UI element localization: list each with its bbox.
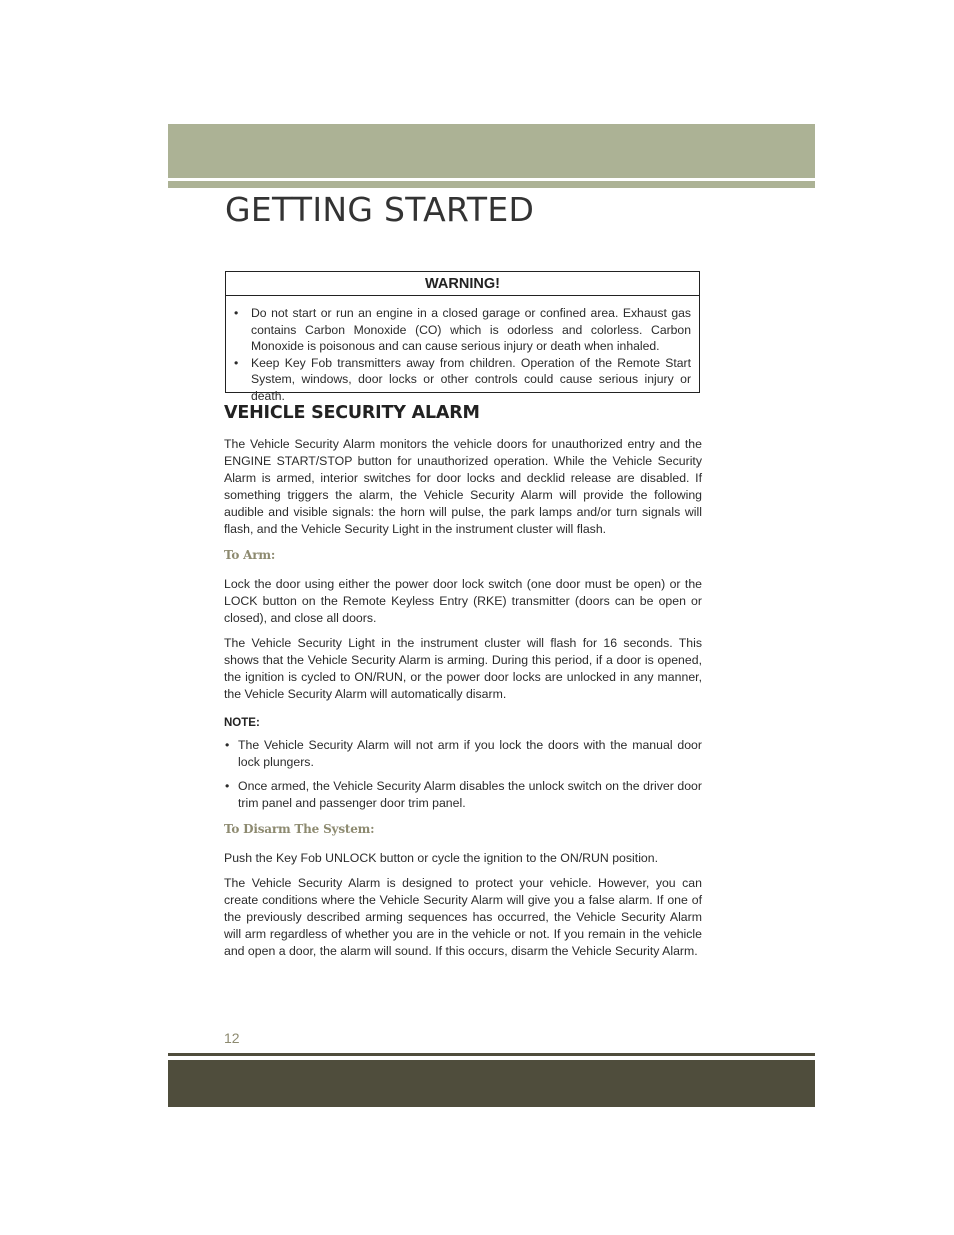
note-item-text: The Vehicle Security Alarm will not arm if you lock the doors with the manual door lock plungers. bbox=[238, 738, 702, 769]
warning-list bbox=[226, 296, 699, 404]
main-content bbox=[224, 403, 702, 968]
note-item bbox=[224, 737, 702, 771]
bullet-icon: • bbox=[234, 355, 239, 370]
note-item bbox=[224, 778, 702, 812]
arm-paragraph: The Vehicle Security Light in the instrument cluster will flash for 16 seconds. This shows that the Vehicle Security Alarm is arming. During this period, if a door is opened, the ignition is cycled to ON/RUN, or the power door locks are unlocked in any manner, the Vehicle Security Alarm will automatically disarm. bbox=[224, 636, 702, 701]
warning-item bbox=[234, 305, 691, 355]
arm-subheading: To Arm: bbox=[224, 548, 276, 562]
warning-box bbox=[225, 271, 700, 403]
page-section-title: GETTING STARTED bbox=[225, 190, 535, 229]
note-item-text: Once armed, the Vehicle Security Alarm disables the unlock switch on the driver door trim panel and passenger door trim panel. bbox=[238, 779, 702, 810]
arm-paragraph: Lock the door using either the power door lock switch (one door must be open) or the LOCK button on the Remote Keyless Entry (RKE) transmitter (doors can be open or closed), and close all doors. bbox=[224, 577, 702, 625]
header-band bbox=[168, 124, 815, 178]
disarm-subheading: To Disarm The System: bbox=[224, 822, 375, 836]
warning-item-text: Keep Key Fob transmitters away from children. Operation of the Remote Start System, windows, door locks or other controls could cause serious injury or death. bbox=[251, 355, 691, 403]
footer-band bbox=[168, 1060, 815, 1107]
bullet-icon: • bbox=[234, 306, 239, 320]
disarm-paragraph: The Vehicle Security Alarm is designed to protect your vehicle. However, you can create conditions where the Vehicle Security Alarm will give you a false alarm. If one of the previously described arming sequences has occurred, the Vehicle Security Alarm will arm regardless of whether you are in the vehicle or not. If you remain in the vehicle and open a door, the alarm will sound. If this occurs, disarm the Vehicle Security Alarm. bbox=[224, 876, 702, 958]
warning-item bbox=[234, 355, 691, 405]
warning-title: WARNING! bbox=[226, 272, 699, 296]
footer-rule bbox=[168, 1053, 815, 1056]
disarm-paragraph: Push the Key Fob UNLOCK button or cycle the ignition to the ON/RUN position. bbox=[224, 851, 659, 865]
bullet-icon: • bbox=[225, 738, 230, 752]
note-label: NOTE: bbox=[224, 717, 260, 729]
intro-paragraph: The Vehicle Security Alarm monitors the vehicle doors for unauthorized entry and the ENGINE START/STOP button for unauthorized operation. While the Vehicle Security Alarm is armed, interior switches for door locks and decklid release are disabled. If something triggers the alarm, the Vehicle Security Alarm will provide the following audible and visible signals: the horn will pulse, the park lamps and/or turn signals will flash, and the Vehicle Security Light in the instrument cluster will flash. bbox=[224, 437, 702, 536]
header-rule bbox=[168, 181, 815, 188]
bullet-icon: • bbox=[225, 779, 230, 793]
page-number: 12 bbox=[224, 1030, 240, 1046]
warning-item-text: Do not start or run an engine in a closed garage or confined area. Exhaust gas contains Carbon Monoxide (CO) which is odorless and colorless. Carbon Monoxide is poisonous and can cause serious injury or death when inhaled. bbox=[251, 306, 691, 353]
section-heading: VEHICLE SECURITY ALARM bbox=[224, 403, 480, 423]
note-list bbox=[224, 737, 702, 812]
